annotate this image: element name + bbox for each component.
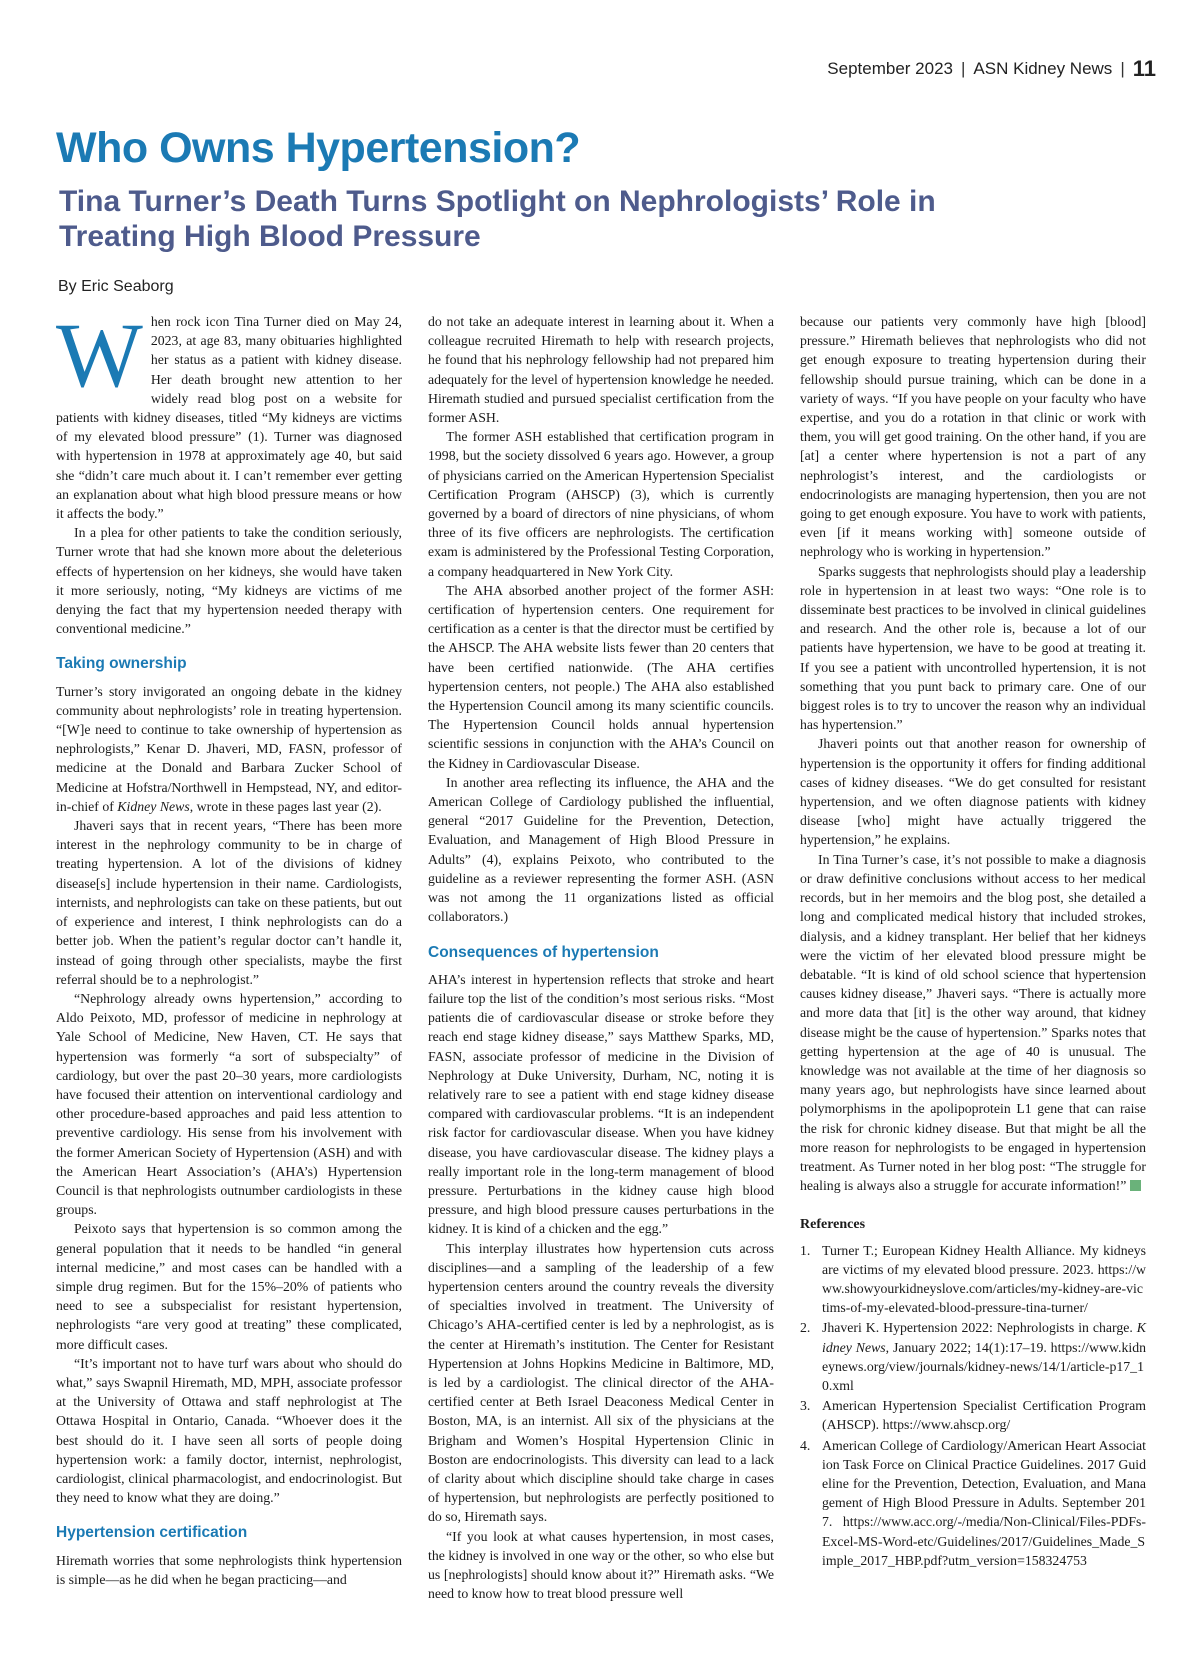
references-list xyxy=(800,1241,1146,1570)
header-separator-2: | xyxy=(1120,59,1125,78)
paragraph: This interplay illustrates how hypertension cuts across disciplines—and a sampling of the leadership of a few hypertension centers around the country reveals the diversity of specialties involved in treatment. The University of Chicago’s AHA-certified center is led by a nephrologist, as is the center at Hiremath’s institution. The Center for Resistant Hypertension at Johns Hopkins Medicine in Baltimore, MD, is led by a cardiologist. The clinical director of the AHA-certified center at Beth Israel Deaconess Medical Center in Boston, MA, is an internist. All six of the physicians at the Brigham and Women’s Hospital Hypertension Clinic in Boston are endocrinologists. This diversity can lead to a lack of clarity about which discipline should take charge in cases of hypertension, but nephrologists are perfectly positioned to do so, Hiremath says. xyxy=(428,1240,774,1525)
paragraph: Peixoto says that hypertension is so common among the general population that it needs to be handled “in general internal medicine,” and most cases can be handled with a simple drug regimen. But for the 15%–20% of patients who need to see a subspecialist for resistant hypertension, nephrologists “are very good at treating” these complicated, more difficult cases. xyxy=(56,1221,402,1352)
column-1 xyxy=(56,304,402,1589)
page-number: 11 xyxy=(1132,56,1156,81)
paragraph xyxy=(800,850,1146,1196)
paragraph: “Nephrology already owns hypertension,” according to Aldo Peixoto, MD, professor of medicine in nephrology at Yale School of Medicine, New Haven, CT. He says that hypertension was formerly “a sort of subspecialty” of cardiology, but over the past 20–30 years, more cardiologists have focused their attention on interventional cardiology and other procedure-based approaches and paid less attention to preventive cardiology. His sense from his involvement with the former American Society of Hypertension (ASH) and with the American Heart Association’s (AHA’s) Hypertension Council is that nephrologists outnumber cardiologists in these groups. xyxy=(56,990,402,1218)
header-separator: | xyxy=(961,59,966,78)
paragraph: because our patients very commonly have high [blood] pressure.” Hiremath believes that nephrologists who did not get enough exposure to treating hypertension during their fellowship should pursue training, which can be done in a variety of ways. “If you have people on your faculty who have expertise, and you do a rotation in that clinic or work with them, you will get good training. On the other hand, if you are [at] a center where hypertension is not a part of any nephrologist’s interest, and the cardiologists or endocrinologists are managing hypertension, then you are not going to get enough exposure. You have to work with patients, even [if it means working with] someone outside of nephrology who is working in hypertension.” xyxy=(800,314,1146,560)
paragraph xyxy=(56,304,402,523)
paragraph: AHA’s interest in hypertension reflects that stroke and heart failure top the list of the condition’s most serious risks. “Most patients die of cardiovascular disease or stroke before they reach end stage kidney disease,” says Matthew Sparks, MD, FASN, associate professor of medicine in the Division of Nephrology at Duke University, Durham, NC, noting it is relatively rare to see a patient with end stage kidney disease compared with cardiovascular problems. “It is an independent risk factor for cardiovascular disease. When you have kidney disease, you have cardiovascular disease. The kidney plays a really important role in the long-term management of blood pressure. Perturbations in the kidney cause high blood pressure, and high blood pressure causes perturbations in the kidney. It is kind of a chicken and the egg.” xyxy=(428,971,774,1237)
paragraph: In a plea for other patients to take the condition seriously, Turner wrote that had she known more about the deleterious effects of hypertension on her kidneys, she would have taken it more seriously, noting, “My kidneys are victims of me denying the fact that my hypertension needed therapy with conventional medicine.” xyxy=(56,525,402,637)
paragraph: “It’s important not to have turf wars about who should do what,” says Swapnil Hiremath, MD, MPH, associate professor at the University of Ottawa and staff nephrologist at The Ottawa Hospital in Ontario, Canada. “Whoever does it the best should do it. I have seen all sorts of people doing hypertension work: a family doctor, internist, nephrologist, cardiologist, clinical pharmacologist, and endocrinologist. But they need to know what they are doing.” xyxy=(56,1355,402,1506)
paragraph-text: Turner’s story invigorated an ongoing debate in the kidney community about nephrologists’ role in treating hypertension. “[W]e need to continue to take ownership of hypertension as nephrologists,” Kenar D. Jhaveri, MD, FASN, professor of medicine at the Donald and Barbara Zucker School of Medicine at Hofstra/Northwell in Hempstead, NY, and editor-in-chief of xyxy=(56,683,402,814)
reference-journal-italic: Kidney News xyxy=(822,1320,1146,1355)
article-subtitle: Tina Turner’s Death Turns Spotlight on Nephrologists’ Role in Treating High Blood Pressure xyxy=(59,185,936,253)
page-header xyxy=(827,56,1156,82)
section-heading-taking-ownership: Taking ownership xyxy=(56,655,187,673)
paragraph: “If you look at what causes hypertension, in most cases, the kidney is involved in one way or the other, so who else but us [nephrologists] should know about it?” Hiremath asks. “We need to know how to treat blood pressure well xyxy=(428,1528,774,1602)
paragraph-text: hen rock icon Tina Turner died on May 24, 2023, at age 83, many obituaries highlighted her status as a patient with kidney disease. Her death brought new attention to her widely read blog post on a website for patients with kidney diseases, titled “My kidneys are victims of my elevated blood pressure” (1). Turner was diagnosed with hypertension in 1978 at approximately age 40, but said she “didn’t care much about it. I can’t remember ever getting an explanation about what high blood pressure means or how it affects the body.” xyxy=(56,314,402,522)
paragraph: Jhaveri says that in recent years, “There has been more interest in the nephrology community to be in charge of treating hypertension. A lot of the divisions of kidney disease[s] include hypertension in their name. Cardiologists, internists, and nephrologists can take on these patients, but out of experience and interest, I think nephrologists can do a better job. When the patient’s regular doctor can’t handle it, instead of going through other specialists, maybe the first referral should be to a nephrologist.” xyxy=(56,818,402,987)
reference-text-part: , January 2022; 14(1):17–19. https://www.kidneynews.org/view/journals/kidney-news/14/1/article-p17_10.xml xyxy=(822,1339,1146,1393)
paragraph-text: , wrote in these pages last year (2). xyxy=(189,798,382,814)
publication-italic: Kidney News xyxy=(117,798,190,814)
column-3 xyxy=(800,312,1146,1571)
paragraph: Jhaveri points out that another reason for ownership of hypertension is the opportunity it offers for finding additional cases of kidney diseases. “We do get consulted for resistant hypertension, and we often diagnose patients with kidney disease [who] might have actually triggered the hypertension,” he explains. xyxy=(800,736,1146,848)
references-heading: References xyxy=(800,1217,866,1233)
byline: By Eric Seaborg xyxy=(58,278,174,295)
reference-text xyxy=(822,1318,1146,1395)
publication-name: ASN Kidney News xyxy=(973,59,1113,78)
issue-date: September 2023 xyxy=(827,59,953,78)
paragraph: The former ASH established that certification program in 1998, but the society dissolved 6 years ago. However, a group of physicians carried on the American Hypertension Specialist Certification Program (AHSCP) (3), which is currently governed by a board of directors of nine physicians, of whom three of its five officers are nephrologists. The certification exam is administered by the Professional Testing Corporation, a company headquartered in New York City. xyxy=(428,429,774,579)
reference-item xyxy=(800,1241,1146,1318)
reference-item xyxy=(800,1436,1146,1570)
paragraph xyxy=(56,682,402,816)
end-of-article-icon xyxy=(1130,1180,1141,1191)
reference-text-part: Jhaveri K. Hypertension 2022: Nephrologists in charge. xyxy=(822,1320,1137,1336)
paragraph: Hiremath worries that some nephrologists think hypertension is simple—as he did when he began practicing—and xyxy=(56,1552,402,1587)
article-title: Who Owns Hypertension? xyxy=(56,124,581,172)
reference-text: Turner T.; European Kidney Health Alliance. My kidneys are victims of my elevated blood pressure. 2023. https://www.showyourkidneyslove.com/articles/my-kidney-are-victims-of-my-elevated-blood-pressure-tina-turner/ xyxy=(822,1242,1146,1316)
reference-number: 1. xyxy=(800,1242,811,1258)
reference-text: American Hypertension Specialist Certification Program (AHSCP). https://www.ahscp.org/ xyxy=(822,1398,1146,1433)
paragraph: Sparks suggests that nephrologists should play a leadership role in hypertension in at least two ways: “One role is to disseminate best practices to be involved in clinical guidelines and research. And the other role is, because a lot of our patients have hypertension, we have to be good at treating it. If you see a patient with uncontrolled hypertension, it is not something that you punt back to primary care. One of our biggest roles is to try to uncover the reason why an individual has hypertension.” xyxy=(800,563,1146,733)
reference-item xyxy=(800,1318,1146,1395)
reference-number: 3. xyxy=(800,1398,811,1414)
reference-number: 4. xyxy=(800,1437,811,1453)
reference-number: 2. xyxy=(800,1320,811,1336)
column-2 xyxy=(428,312,774,1603)
paragraph: In another area reflecting its influence, the AHA and the American College of Cardiology published the influential, general “2017 Guideline for the Prevention, Detection, Evaluation, and Management of High Blood Pressure in Adults” (4), explains Peixoto, who contributed to the guideline as a reviewer representing the former ASH. (ASN was not among the 11 organizations listed as official collaborators.) xyxy=(428,774,774,925)
section-heading-hypertension-certification: Hypertension certification xyxy=(56,1524,248,1542)
section-heading-consequences: Consequences of hypertension xyxy=(428,943,659,961)
drop-cap: W xyxy=(56,304,143,406)
reference-item xyxy=(800,1396,1146,1434)
paragraph-text: In Tina Turner’s case, it’s not possible to make a diagnosis or draw definitive conclusions without access to her medical records, but in her memoirs and the blog post, she detailed a long and complicated medical history that included strokes, dialysis, and a kidney transplant. Her belief that her kidneys were the victim of her elevated blood pressure might be debatable. “It is kind of old school science that hypertension causes kidney disease,” Jhaveri says. “There is actually more and more data that [it] is the other way around, that kidney disease might be the cause of hypertension.” Sparks notes that getting hypertension at the age of 40 is unusual. The knowledge was not available at the time of her diagnosis so many years ago, but nephrologists have since learned about polymorphisms in the apolipoprotein L1 gene that can raise the risk for chronic kidney disease. But that might be all the more reason for nephrologists to be engaged in hypertension treatment. As Turner noted in her blog post: “The struggle for healing is always also a struggle for accurate information!” xyxy=(800,851,1146,1194)
paragraph: The AHA absorbed another project of the former ASH: certification of hypertension centers. One requirement for certification as a center is that the director must be certified by the AHSCP. The AHA website lists fewer than 20 centers that have been certified nationwide. (The AHA certifies hypertension centers, not people.) The AHA also established the Hypertension Council among its many scientific councils. The Hypertension Council holds annual hypertension scientific sessions in conjunction with the AHA’s Council on the Kidney in Cardiovascular Disease. xyxy=(428,582,774,771)
paragraph: do not take an adequate interest in learning about it. When a colleague recruited Hiremath to help with research projects, he found that his nephrology fellowship had not prepared him adequately for the level of hypertension knowledge he needed. Hiremath studied and pursued specialist certification from the former ASH. xyxy=(428,314,774,426)
reference-text: American College of Cardiology/American Heart Association Task Force on Clinical Practice Guidelines. 2017 Guideline for the Prevention, Detection, Evaluation, and Management of High Blood Pressure in Adults. September 2017. https://www.acc.org/-/media/Non-Clinical/Files-PDFs-Excel-MS-Word-etc/Guidelines/2017/Guidelines_Made_Simple_2017_HBP.pdf?utm_version=158324753 xyxy=(822,1437,1146,1568)
